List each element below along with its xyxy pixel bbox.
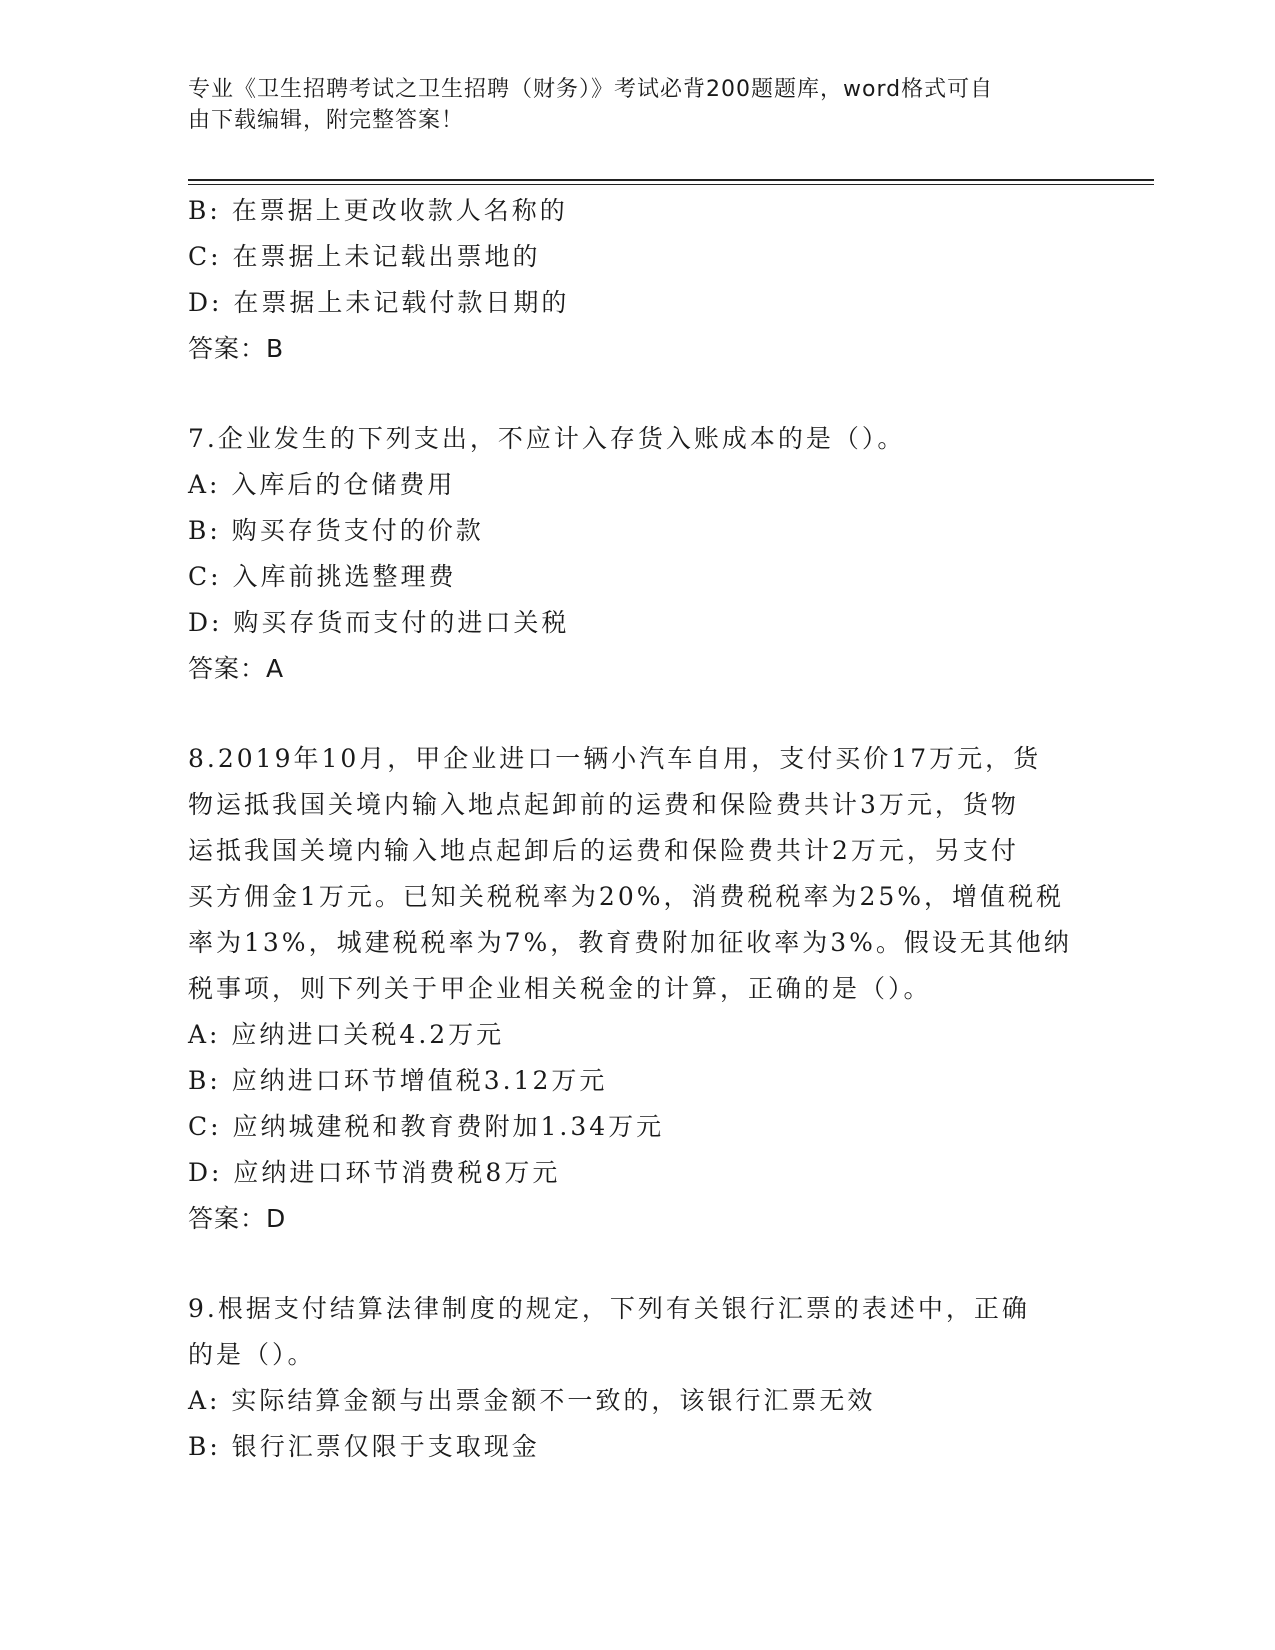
option-b: B: 银行汇票仅限于支取现金 [188, 1432, 540, 1461]
option-d: D: 在票据上未记载付款日期的 [188, 288, 570, 317]
question-stem-line: 税事项，则下列关于甲企业相关税金的计算，正确的是（）。 [188, 974, 932, 1003]
document-body [188, 188, 1088, 1470]
answer-label: 答案：D [188, 1204, 287, 1233]
question-stem-line: 9.根据支付结算法律制度的规定，下列有关银行汇票的表述中，正确 [188, 1294, 1030, 1323]
option-a: A: 实际结算金额与出票金额不一致的，该银行汇票无效 [188, 1386, 876, 1415]
header-line-1: 专业《卫生招聘考试之卫生招聘（财务）》考试必背200题题库，word格式可自 [188, 77, 994, 102]
option-c: C: 入库前挑选整理费 [188, 562, 457, 591]
option-d: D: 应纳进口环节消费税8万元 [188, 1158, 561, 1187]
option-d: D: 购买存货而支付的进口关税 [188, 608, 570, 637]
question-7 [188, 416, 1088, 692]
question-stem: 7.企业发生的下列支出，不应计入存货入账成本的是（）。 [188, 424, 906, 453]
option-a: A: 应纳进口关税4.2万元 [188, 1020, 505, 1049]
option-b: B: 购买存货支付的价款 [188, 516, 484, 545]
question-stem-line: 率为13%，城建税税率为7%，教育费附加征收率为3%。假设无其他纳 [188, 928, 1072, 957]
header-rule-thin [188, 184, 1154, 185]
question-8 [188, 736, 1088, 1242]
spacer [188, 1242, 1088, 1286]
header-line-2: 由下载编辑，附完整答案！ [188, 108, 465, 133]
question-6-continued [188, 188, 1088, 372]
header-rule-thick [188, 179, 1154, 181]
option-c: C: 应纳城建税和教育费附加1.34万元 [188, 1112, 665, 1141]
option-a: A: 入库后的仓储费用 [188, 470, 456, 499]
option-c: C: 在票据上未记载出票地的 [188, 242, 541, 271]
question-stem-line: 买方佣金1万元。已知关税税率为20%，消费税税率为25%，增值税税 [188, 882, 1065, 911]
document-header [188, 74, 1068, 136]
question-stem-line: 运抵我国关境内输入地点起卸后的运费和保险费共计2万元，另支付 [188, 836, 1019, 865]
answer-label: 答案：B [188, 334, 285, 363]
spacer [188, 692, 1088, 736]
question-stem-line: 的是（）。 [188, 1340, 316, 1369]
option-b: B: 在票据上更改收款人名称的 [188, 196, 568, 225]
spacer [188, 372, 1088, 416]
question-9 [188, 1286, 1088, 1470]
answer-label: 答案：A [188, 654, 285, 683]
option-b: B: 应纳进口环节增值税3.12万元 [188, 1066, 608, 1095]
question-stem-line: 物运抵我国关境内输入地点起卸前的运费和保险费共计3万元，货物 [188, 790, 1019, 819]
question-stem-line: 8.2019年10月，甲企业进口一辆小汽车自用，支付买价17万元，货 [188, 744, 1042, 773]
